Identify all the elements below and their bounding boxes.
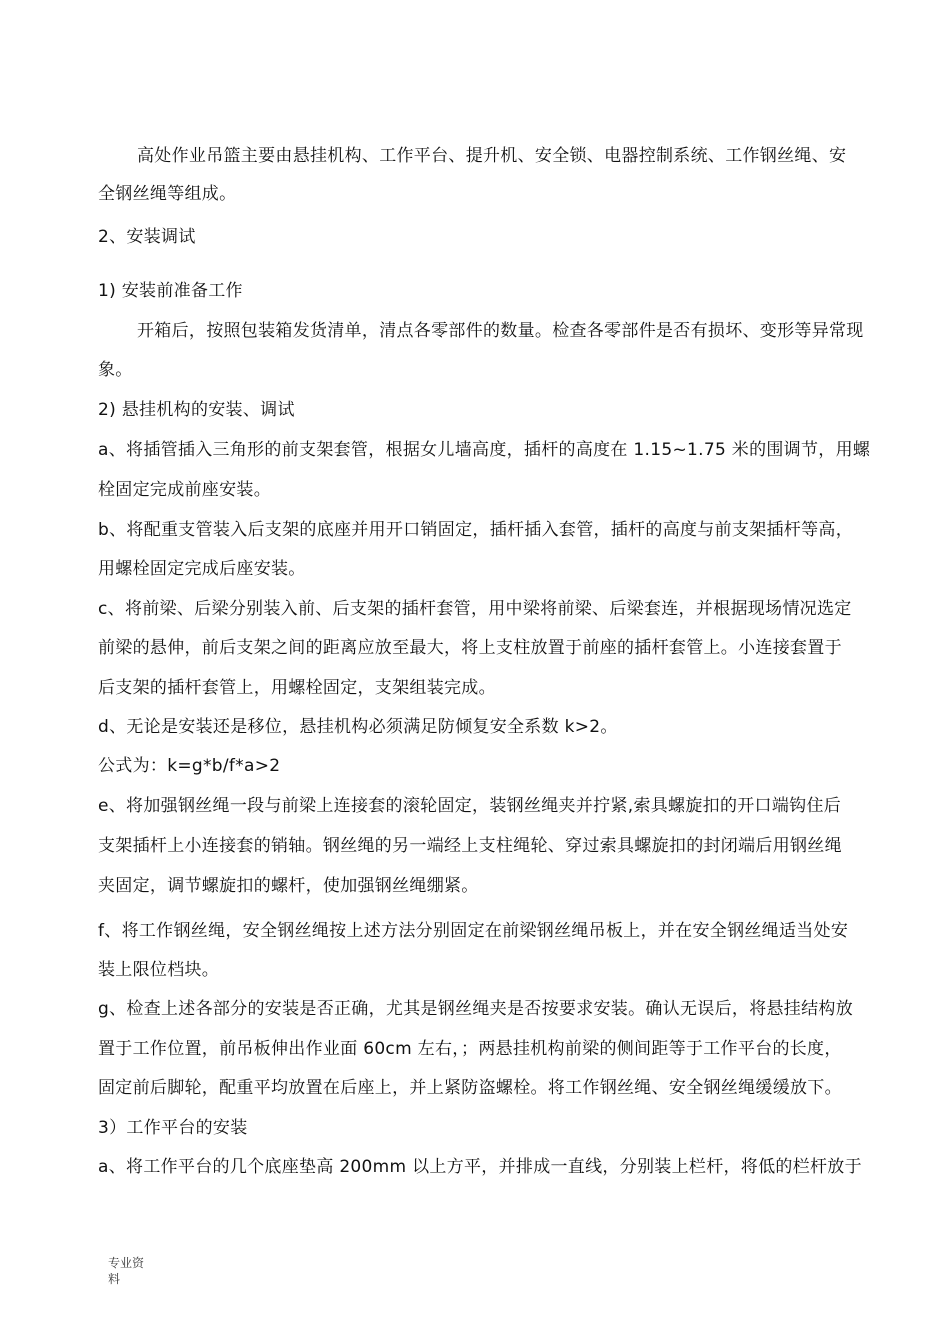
footer-label: 专业资: [108, 1256, 145, 1270]
paragraph-line: 开箱后，按照包装箱发货清单，清点各零部件的数量。检查各零部件是否有损坏、变形等异常现: [137, 321, 864, 341]
subsection-heading: 3）工作平台的安装: [98, 1118, 248, 1138]
paragraph-line: 全钢丝绳等组成。: [98, 184, 237, 204]
paragraph-line: a、将插管插入三角形的前支架套管，根据女儿墙高度，插杆的高度在 1.15~1.75 米的围调节，用螺: [98, 440, 871, 460]
subsection-heading: 1) 安装前准备工作: [98, 281, 243, 301]
paragraph-line: 固定前后脚轮，配重平均放置在后座上，并上紧防盗螺栓。将工作钢丝绳、安全钢丝绳缓缓放下。: [98, 1078, 842, 1098]
paragraph-line: c、将前梁、后梁分别装入前、后支架的插杆套管，用中梁将前梁、后梁套连，并根据现场情况选定: [98, 599, 852, 619]
paragraph-line: e、将加强钢丝绳一段与前梁上连接套的滚轮固定，装钢丝绳夹并拧紧,索具螺旋扣的开口端钩住后: [98, 796, 842, 816]
paragraph-line: 高处作业吊篮主要由悬挂机构、工作平台、提升机、安全锁、电器控制系统、工作钢丝绳、安: [137, 146, 847, 166]
paragraph-line: a、将工作平台的几个底座垫高 200mm 以上方平，并排成一直线，分别装上栏杆，将低的栏杆放于: [98, 1157, 862, 1177]
formula-line: 公式为：k=g*b/f*a>2: [98, 756, 281, 776]
footer-label: 料: [108, 1272, 121, 1286]
subsection-heading: 2) 悬挂机构的安装、调试: [98, 400, 295, 420]
section-heading: 2、安装调试: [98, 227, 196, 247]
paragraph-line: d、无论是安装还是移位，悬挂机构必须满足防倾复安全系数 k>2。: [98, 717, 618, 737]
paragraph-line: 象。: [98, 360, 133, 380]
paragraph-line: g、检查上述各部分的安装是否正确，尤其是钢丝绳夹是否按要求安装。确认无误后，将悬挂结构放: [98, 999, 853, 1019]
paragraph-line: 装上限位档块。: [98, 960, 220, 980]
paragraph-line: 用螺栓固定完成后座安装。: [98, 559, 306, 579]
paragraph-line: 栓固定完成前座安装。: [98, 480, 271, 500]
paragraph-line: 支架插杆上小连接套的销轴。钢丝绳的另一端经上支柱绳轮、穿过索具螺旋扣的封闭端后用钢丝绳: [98, 836, 842, 856]
paragraph-line: f、将工作钢丝绳，安全钢丝绳按上述方法分别固定在前梁钢丝绳吊板上，并在安全钢丝绳适当处安: [98, 921, 849, 941]
paragraph-line: 置于工作位置，前吊板伸出作业面 60cm 左右，；两悬挂机构前梁的侧间距等于工作平台的长度，: [98, 1039, 842, 1059]
paragraph-line: b、将配重支管装入后支架的底座并用开口销固定，插杆插入套管，插杆的高度与前支架插杆等高，: [98, 520, 853, 540]
paragraph-line: 后支架的插杆套管上，用螺栓固定，支架组装完成。: [98, 678, 496, 698]
paragraph-line: 前梁的悬伸，前后支架之间的距离应放至最大，将上支柱放置于前座的插杆套管上。小连接套置于: [98, 638, 842, 658]
paragraph-line: 夹固定，调节螺旋扣的螺杆，使加强钢丝绳绷紧。: [98, 876, 479, 896]
